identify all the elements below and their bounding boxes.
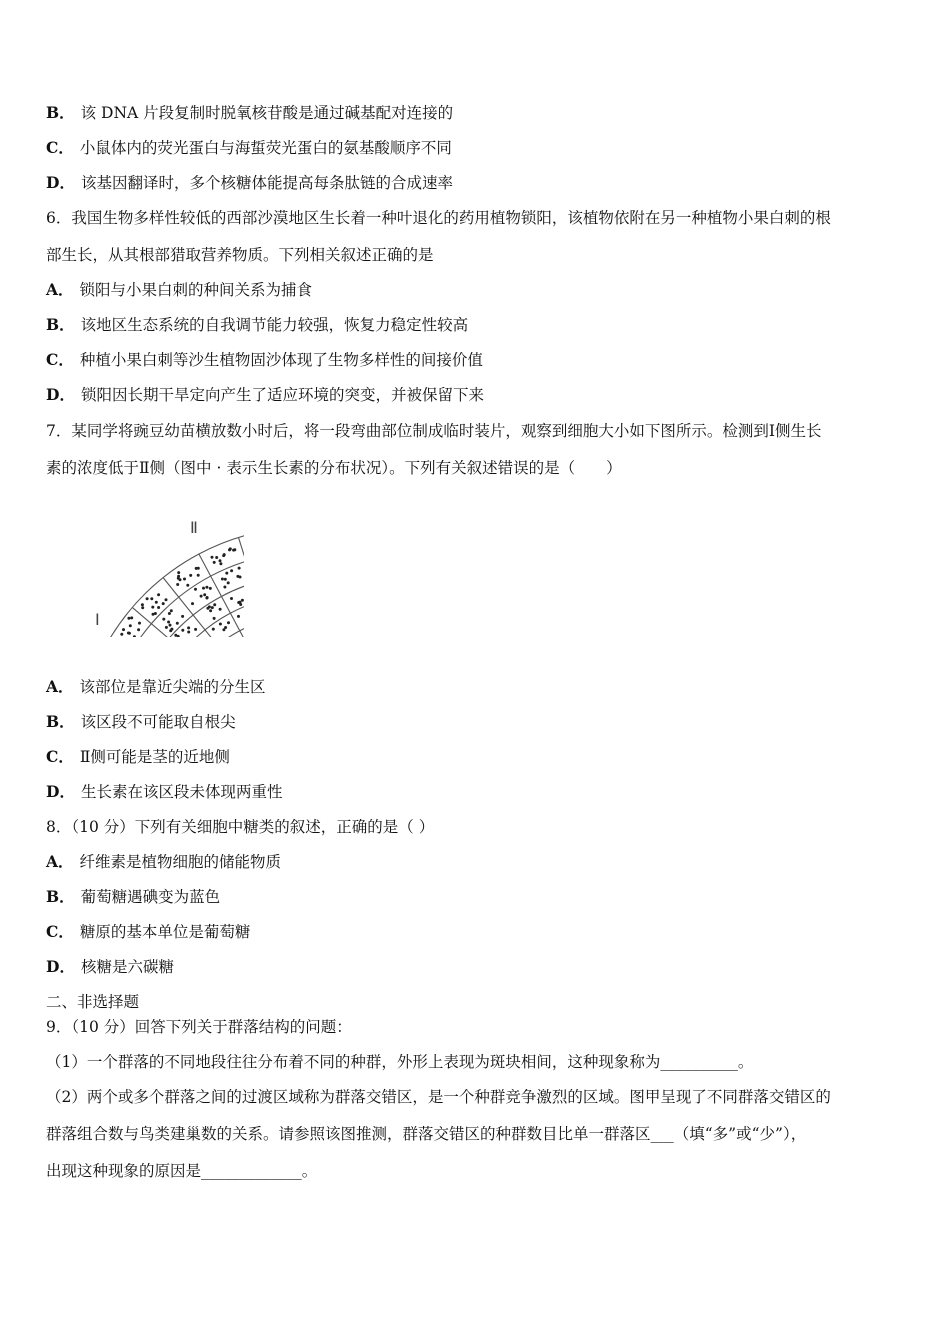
auxin-dot [221, 578, 224, 581]
auxin-dot [224, 626, 227, 629]
option-text: 纤维素是植物细胞的储能物质 [79, 853, 282, 871]
q9-stem: 9．（10 分）回答下列关于群落结构的问题： [46, 1018, 352, 1036]
auxin-dot [237, 601, 240, 604]
auxin-dot [200, 595, 203, 598]
auxin-dot [206, 596, 209, 599]
auxin-dot [215, 556, 218, 559]
auxin-dot [239, 576, 242, 579]
q8-option-c [46, 922, 904, 942]
auxin-dot [224, 578, 227, 581]
option-label: B． [46, 712, 75, 731]
auxin-dot [227, 621, 230, 624]
auxin-dot [223, 586, 226, 589]
section-heading: 二、非选择题 [46, 993, 140, 1011]
auxin-dot [155, 601, 158, 604]
q8-option-b [46, 887, 904, 907]
auxin-dot [165, 626, 168, 629]
option-text: 锁阳因长期干旱定向产生了适应环境的突变，并被保留下来 [80, 386, 484, 404]
auxin-dot [212, 628, 215, 631]
auxin-dot [219, 623, 222, 626]
auxin-dot [211, 556, 214, 559]
auxin-dot [208, 605, 211, 608]
option-label: D． [46, 957, 75, 976]
auxin-dot [189, 574, 192, 577]
option-text: 该部位是靠近尖端的分生区 [79, 678, 266, 696]
auxin-dot [120, 633, 123, 636]
cell-wall [163, 578, 232, 637]
auxin-dot [219, 608, 222, 611]
q6-option-c [46, 350, 904, 370]
auxin-dot [222, 554, 225, 557]
auxin-dot [186, 584, 189, 587]
auxin-dot [176, 583, 179, 586]
q7-option-a [46, 677, 904, 697]
auxin-dot [194, 588, 197, 591]
q8-option-d [46, 957, 904, 977]
auxin-dot [213, 561, 216, 564]
q9-part1: （1）一个群落的不同地段往往分布着不同的种群，外形上表现为斑块相间，这种现象称为__________。 [46, 1053, 754, 1071]
auxin-dot [237, 615, 240, 618]
auxin-dot [230, 569, 233, 572]
option-text: 生长素在该区段未体现两重性 [80, 783, 283, 801]
auxin-dot [152, 613, 155, 616]
auxin-dot [194, 628, 197, 631]
auxin-dot [227, 581, 230, 584]
option-label: C． [46, 138, 74, 157]
option-text: 该基因翻译时，多个核糖体能提高每条肽链的合成速率 [80, 174, 453, 192]
option-text: 锁阳与小果白刺的种间关系为捕食 [79, 281, 313, 299]
option-label: D． [46, 782, 75, 801]
option-label: A． [46, 280, 74, 299]
option-label: D． [46, 173, 75, 192]
q6-stem-line1: 6．我国生物多样性较低的西部沙漠地区生长着一种叶退化的药用植物锁阳，该植物依附在另一种植物小果白刺的根 [46, 209, 831, 227]
option-label: B． [46, 887, 75, 906]
auxin-dot [169, 624, 172, 627]
cell-wall-arc [108, 527, 244, 637]
auxin-dot [150, 597, 153, 600]
auxin-dot [202, 587, 205, 590]
auxin-dot [219, 559, 222, 562]
q6-option-b [46, 315, 904, 335]
option-text: 糖原的基本单位是葡萄糖 [79, 923, 251, 941]
auxin-dot [225, 572, 228, 575]
auxin-dot [168, 612, 171, 615]
auxin-dot [157, 606, 160, 609]
option-text: 小鼠体内的荧光蛋白与海蜇荧光蛋白的氨基酸顺序不同 [79, 139, 452, 157]
q7-stem-line1: 7．某同学将豌豆幼苗横放数小时后，将一段弯曲部位制成临时装片，观察到细胞大小如下图所示。检测到Ⅰ侧生长 [46, 422, 822, 440]
side-i-label: Ⅰ [95, 612, 100, 629]
auxin-dot [128, 632, 131, 635]
q7-option-b [46, 712, 904, 732]
auxin-dot [129, 624, 132, 627]
auxin-dot [146, 597, 149, 600]
option-text: 核糖是六碳糖 [80, 958, 174, 976]
option-text: 该区段不可能取自根尖 [80, 713, 236, 731]
option-label: C． [46, 350, 74, 369]
auxin-dot [133, 635, 136, 637]
auxin-dot [181, 629, 184, 632]
auxin-dot [230, 597, 233, 600]
auxin-dot [162, 618, 165, 621]
q9-part2-line3: 出现这种现象的原因是_____________。 [46, 1162, 318, 1180]
auxin-dot [213, 603, 216, 606]
auxin-dot [219, 562, 222, 565]
auxin-dot [151, 606, 154, 609]
q7-option-c [46, 747, 904, 767]
auxin-dot [162, 602, 165, 605]
auxin-dot [167, 621, 170, 624]
option-text: Ⅱ侧可能是茎的近地侧 [79, 748, 230, 766]
cell-diagram-figure [62, 497, 244, 637]
auxin-dot [213, 617, 216, 620]
auxin-dot [205, 586, 208, 589]
q7-option-d [46, 782, 904, 802]
auxin-dot [229, 547, 232, 550]
option-label: A． [46, 852, 74, 871]
auxin-dot [176, 622, 179, 625]
cell-wall-arc [129, 552, 244, 637]
q6-option-a [46, 280, 904, 300]
q7-stem-line2: 素的浓度低于Ⅱ侧（图中 · 表示生长素的分布状况）。下列有关叙述错误的是（ ） [46, 459, 622, 477]
auxin-dot [238, 567, 241, 570]
auxin-dot [177, 571, 180, 574]
option-label: B． [46, 103, 75, 122]
q8-option-a [46, 852, 904, 872]
auxin-dot [141, 606, 144, 609]
auxin-dot [127, 617, 130, 620]
auxin-dot [170, 609, 173, 612]
auxin-dot [165, 598, 168, 601]
auxin-dot [122, 628, 125, 631]
option-label: B． [46, 315, 75, 334]
auxin-dot [141, 603, 144, 606]
q5-option-c [46, 138, 904, 158]
option-text: 种植小果白刺等沙生植物固沙体现了生物多样性的间接价值 [79, 351, 483, 369]
option-text: 该地区生态系统的自我调节能力较强，恢复力稳定性较高 [80, 316, 469, 334]
option-text: 葡萄糖遇碘变为蓝色 [80, 888, 221, 906]
auxin-dot [191, 602, 194, 605]
auxin-dot [138, 622, 141, 625]
auxin-dot [211, 606, 214, 609]
option-label: A． [46, 677, 74, 696]
q5-option-d [46, 173, 904, 193]
auxin-dot [187, 631, 190, 634]
side-ii-label: Ⅱ [190, 520, 198, 537]
auxin-dot [209, 587, 212, 590]
auxin-dot [177, 575, 180, 578]
auxin-dot [195, 567, 198, 570]
cell-grid-diagram [62, 497, 244, 637]
q6-option-d [46, 385, 904, 405]
auxin-dot [169, 629, 172, 632]
auxin-dot [130, 616, 133, 619]
auxin-dot [181, 615, 184, 618]
q6-stem-line2: 部生长，从其根部猎取营养物质。下列相关叙述正确的是 [46, 246, 434, 264]
auxin-dot [157, 593, 160, 596]
option-label: D． [46, 385, 75, 404]
q9-part2-line1: （2）两个或多个群落之间的过渡区域称为群落交错区，是一个种群竞争激烈的区域。图甲呈现了不同群落交错区的 [46, 1088, 831, 1106]
auxin-dot [233, 548, 236, 551]
option-label: C． [46, 747, 74, 766]
auxin-dot [187, 626, 190, 629]
option-text: 该 DNA 片段复制时脱氧核苷酸是通过碱基配对连接的 [80, 104, 454, 122]
auxin-dot [197, 574, 200, 577]
q8-stem: 8．（10 分）下列有关细胞中糖类的叙述，正确的是（ ） [46, 818, 435, 836]
option-label: C． [46, 922, 74, 941]
auxin-dot [137, 628, 140, 631]
auxin-dot [241, 599, 244, 602]
auxin-dot [183, 578, 186, 581]
auxin-dot [203, 593, 206, 596]
q9-part2-line2: 群落组合数与鸟类建巢数的关系。请参照该图推测，群落交错区的种群数目比单一群落区___（填“多”或“少”）， [46, 1125, 807, 1143]
q5-option-b [46, 103, 904, 123]
auxin-dot [209, 609, 212, 612]
